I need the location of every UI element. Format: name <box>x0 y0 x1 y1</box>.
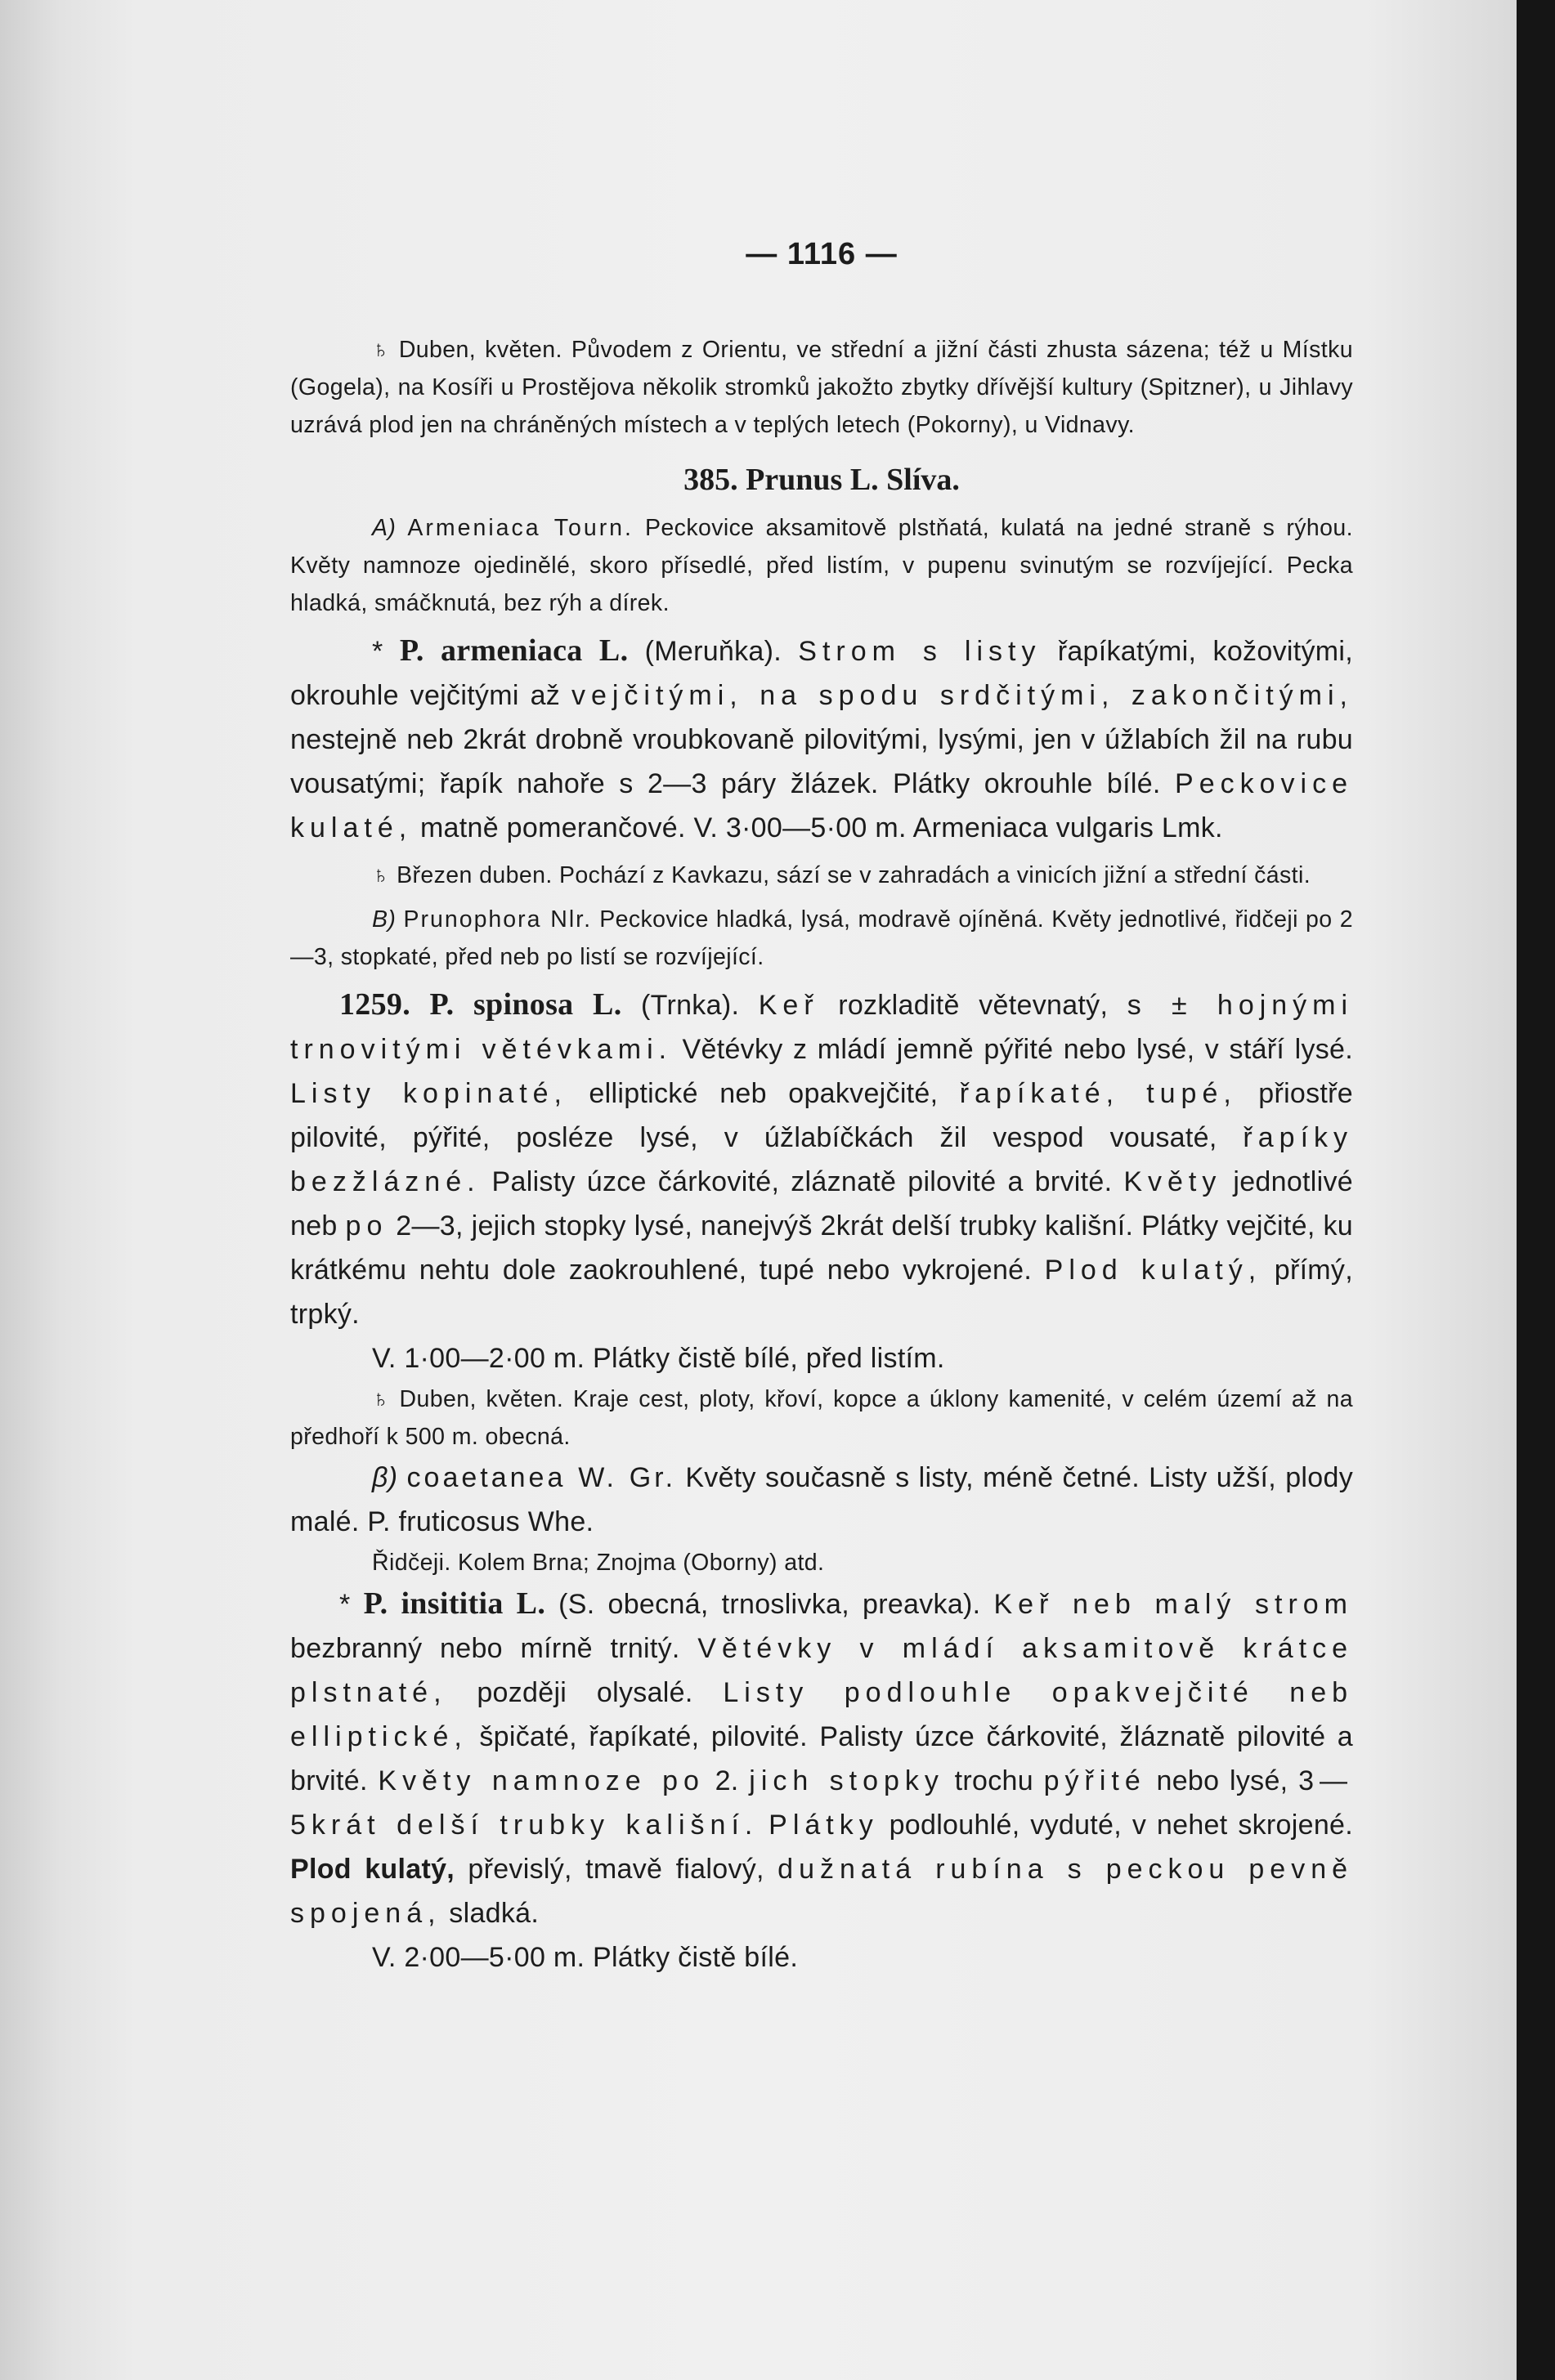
armeniaca-t2: nestejně neb 2krát drobně vroubkovaně pilovitými, lysými, jen v úžlabích žil na rubu vousatými; řapík nahoře s 2—3 páry žlázek. Plátky okrouhle bílé. <box>290 724 1353 799</box>
spinosa-t6: jednotlivé neb <box>290 1166 1353 1241</box>
spinosa-w6: Květy <box>1123 1166 1222 1197</box>
spinosa-w3: Listy kopinaté, <box>290 1078 568 1109</box>
spinosa-common: (Trnka). <box>641 990 740 1021</box>
insititia-description <box>290 1581 1353 1935</box>
insititia-star: * <box>339 1589 351 1620</box>
insititia-t11: sladká. <box>449 1898 540 1929</box>
insititia-t3: špičaté, řapíkaté, pilovité. Palisty úzce čárkovité, žláznatě pilovité a brvité. <box>290 1721 1353 1796</box>
text-column <box>290 237 1353 1980</box>
spinosa-t7: 2—3, jejich stopky lysé, nanejvýš 2krát delší trubky kališní. Plátky vejčité, ku krátkému nehtu dole zaokrouhlené, tupé nebo vykrojené. <box>290 1210 1353 1286</box>
spinosa-w8: Plod kulatý, <box>1044 1255 1262 1286</box>
spinosa-t2: Větévky z mládí jemně pýřité nebo lysé, v stáří lysé. <box>682 1034 1354 1065</box>
insititia-t6: nebo lysé, <box>1156 1765 1288 1796</box>
genus-number: 385. <box>683 463 738 497</box>
intro-paragraph: ♄ Duben, květen. Původem z Orientu, ve střední a jižní části zhusta sázena; též u Místku (Gogela), na Kosíři u Prostějova několik stromků jakožto zbytky dřívější kultury (Spitzner), u Jihlavy uzrává plod jen na chráněných místech a v teplých letech (Pokorny), u Vidnavy. <box>290 337 1353 438</box>
insititia-w8: Plátky <box>769 1810 879 1841</box>
section-a-name: Armeniaca Tourn. <box>407 515 634 541</box>
spinosa-height: V. 1·00—2·00 m. Plátky čistě bílé, před listím. <box>372 1343 945 1374</box>
armeniaca-t1: řapíkatými, kožovitými, okrouhle vejčitými až <box>290 636 1353 711</box>
spinosa-w5: řapíky bezžlázné. <box>290 1122 1354 1197</box>
insititia-common: (S. obecná, trnoslivka, preavka). <box>558 1589 981 1620</box>
insititia-w4: Květy namnoze po <box>378 1765 705 1796</box>
section-b <box>290 901 1353 976</box>
section-b-name: Prunophora Nlr. <box>403 906 592 933</box>
section-a-label: A) <box>372 515 397 541</box>
insititia-w5: jich stopky <box>749 1765 944 1796</box>
spinosa-t8: přímý, trpký. <box>290 1255 1353 1330</box>
genus-heading <box>290 455 1353 504</box>
insititia-w6: pýřité <box>1043 1765 1146 1796</box>
insititia-t8: podlouhlé, vyduté, v nehet skrojené. <box>889 1810 1353 1841</box>
armeniaca-common: (Meruňka). <box>644 636 782 667</box>
armeniaca-w3: Peckovice kulaté, <box>290 768 1354 843</box>
insititia-w2: Větévky v mládí aksamitově krátce plstnaté, <box>290 1633 1353 1708</box>
armeniaca-name: P. armeniaca L. <box>399 633 629 668</box>
spinosa-t3: elliptické neb opakvejčité, <box>589 1078 939 1109</box>
section-b-label: B) <box>372 906 397 933</box>
spinosa-w7: po <box>345 1210 388 1241</box>
spinosa-w4: řapíkaté, tupé, <box>959 1078 1237 1109</box>
insititia-w1: Keř neb malý strom <box>993 1589 1353 1620</box>
insititia-height: V. 2·00—5·00 m. Plátky čistě bílé. <box>372 1942 799 1973</box>
insititia-w3: Listy podlouhle opakvejčité neb elliptické, <box>290 1677 1354 1752</box>
armeniaca-w1: Strom s listy <box>798 636 1042 667</box>
beta-text: Květy současně s listy, méně četné. Listy užší, plody malé. P. fruticosus Whe. <box>290 1462 1353 1537</box>
insititia-t5: trochu <box>954 1765 1033 1796</box>
spinosa-name: P. spinosa L. <box>429 987 622 1022</box>
section-a-text: Peckovice aksamitově plstňatá, kulatá na jedné straně s rýhou. Květy namnoze ojedinělé, skoro přísedlé, před listím, v pupenu svinutým se rozvíjející. Pecka hladká, smáčknutá, bez rýh a dírek. <box>290 515 1353 616</box>
insititia-t4: 2. <box>715 1765 739 1796</box>
insititia-t9: Plod kulatý, <box>290 1854 455 1885</box>
insititia-t1: bezbranný nebo mírně trnitý. <box>290 1633 680 1664</box>
spinosa-t4: přiostře pilovité, pýřité, posléze lysé, v úžlabíčkách žil vespod vousaté, <box>290 1078 1354 1153</box>
armeniaca-w2: vejčitými, na spodu srdčitými, zakončitými, <box>571 680 1353 711</box>
insititia-w7: 3—5krát delší trubky kališní. <box>290 1765 1354 1841</box>
spinosa-w2: s ± hojnými trnovitými větévkami. <box>290 990 1354 1065</box>
spinosa-description <box>290 982 1353 1336</box>
section-a <box>290 509 1353 622</box>
spinosa-t5: Palisty úzce čárkovité, zláznatě pilovité a brvité. <box>491 1166 1113 1197</box>
spinosa-number: 1259. <box>339 987 410 1022</box>
spinosa-note: ♄ Duben, květen. Kraje cest, ploty, křoví, kopce a úklony kamenité, v celém území až na předhoří k 500 m. obecná. <box>290 1386 1353 1450</box>
spinosa-w1: Keř <box>758 990 819 1021</box>
beta-note: Řidčeji. Kolem Brna; Znojma (Oborny) atd. <box>372 1550 825 1576</box>
page-number: — 1116 — <box>746 237 898 271</box>
insititia-name: P. insititia L. <box>363 1586 546 1621</box>
armeniaca-description <box>290 629 1353 850</box>
armeniaca-star: * <box>372 636 383 667</box>
beta-name: coaetanea W. Gr. <box>406 1462 677 1493</box>
genus-name: Prunus L. Slíva. <box>746 463 960 497</box>
armeniaca-t3: matně pomerančové. V. 3·00—5·00 m. Armeniaca vulgaris Lmk. <box>419 812 1223 843</box>
beta-variety <box>290 1456 1353 1544</box>
insititia-t10: převislý, tmavě fialový, <box>468 1854 764 1885</box>
insititia-t2: později olysalé. <box>477 1677 693 1708</box>
insititia-w9: dužnatá rubína s peckou pevně spojená, <box>290 1854 1354 1929</box>
beta-label: β) <box>372 1462 398 1493</box>
section-b-text: Peckovice hladká, lysá, modravě ojíněná. Květy jednotlivé, řidčeji po 2—3, stopkaté, před neb po listí se rozvíjející. <box>290 906 1353 970</box>
armeniaca-note: ♄ Březen duben. Pochází z Kavkazu, sází se v zahradách a vinicích jižní a střední části. <box>372 862 1311 888</box>
spinosa-t1: rozkladitě větevnatý, <box>838 990 1109 1021</box>
